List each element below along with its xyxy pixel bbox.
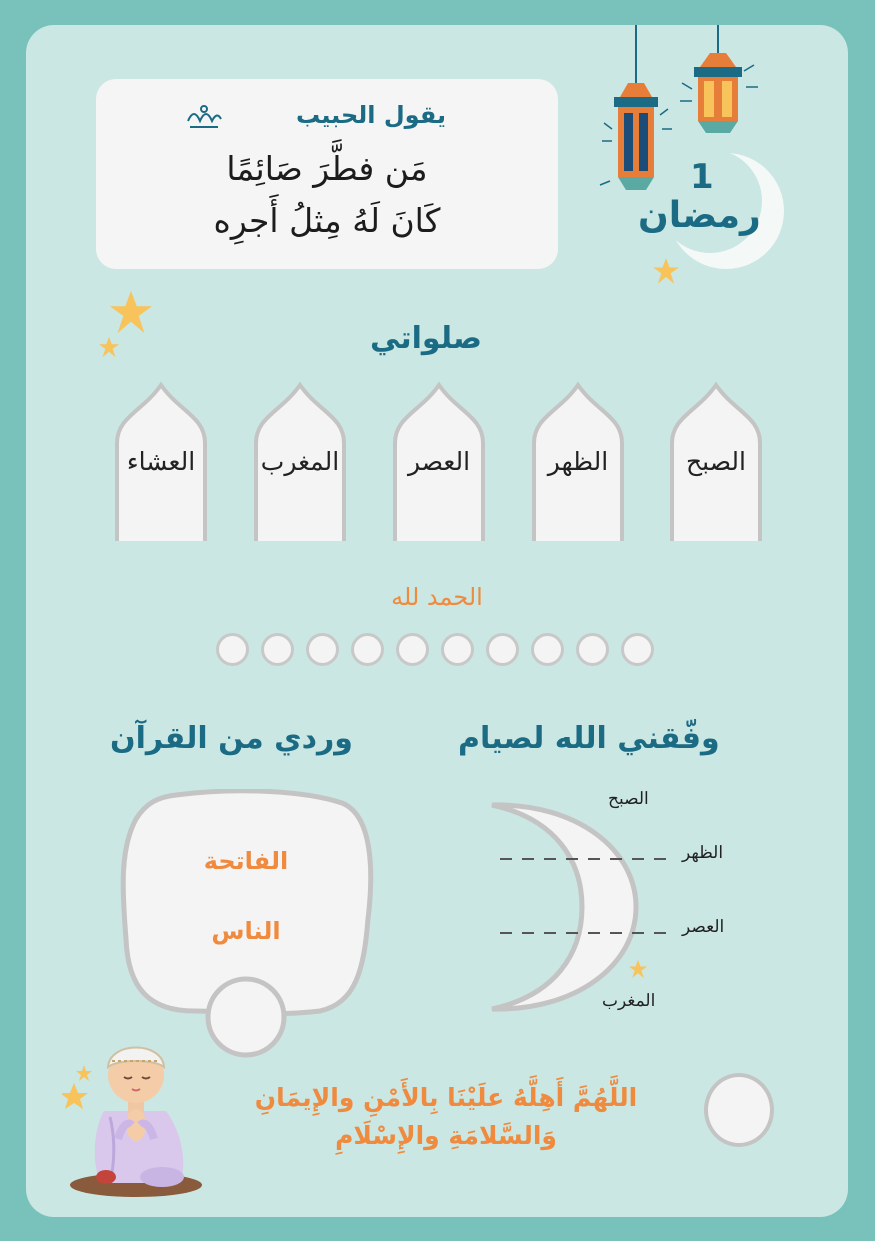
prayer-label: العصر (407, 447, 471, 476)
tasbih-bead[interactable] (531, 633, 564, 666)
prayer-arch-fajr[interactable] (668, 381, 764, 541)
fasting-label-maghrib: المغرب (602, 991, 656, 1011)
dua-line-2: وَالسَّلامَةِ والإِسْلَامِ (335, 1121, 557, 1150)
surah-item: الفاتحة (203, 847, 289, 875)
tasbih-bead[interactable] (306, 633, 339, 666)
prayer-arch-maghrib[interactable] (252, 381, 348, 541)
prayer-label: المغرب (260, 447, 340, 476)
fasting-title: وفّقني الله لصيام (458, 721, 720, 756)
prayer-arch-isha[interactable] (113, 381, 209, 541)
fasting-label-asr: العصر (682, 917, 725, 937)
ramadan-day-number: 1 (690, 157, 714, 197)
star-icon (628, 959, 648, 979)
tasbih-bead[interactable] (576, 633, 609, 666)
quran-title: وردي من القرآن (110, 721, 353, 756)
fasting-label-fajr: الصبح (608, 789, 649, 809)
hadith-line-1: مَن فطَّرَ صَائِمًا (226, 149, 428, 188)
hadith-card (96, 79, 558, 269)
tasbih-bead[interactable] (261, 633, 294, 666)
star-icon (98, 336, 120, 358)
star-icon (652, 257, 680, 285)
hadith-title: يقول الحبيب (295, 101, 446, 129)
tasbih-label: الحمد لله (391, 583, 483, 611)
tasbih-bead[interactable] (351, 633, 384, 666)
prayers-title: صلواتي (370, 321, 482, 356)
prayer-arch-dhuhr[interactable] (530, 381, 626, 541)
worksheet-page (26, 25, 848, 1217)
salawat-calligraphy-icon (184, 101, 224, 131)
hadith-line-2: كَانَ لَهُ مِثلُ أَجرِه (213, 201, 441, 240)
tasbih-bead[interactable] (396, 633, 429, 666)
fasting-dashed-lines (498, 853, 678, 937)
tasbih-bead[interactable] (621, 633, 654, 666)
prayer-arch-asr[interactable] (391, 381, 487, 541)
tasbih-bead[interactable] (441, 633, 474, 666)
prayer-label: العشاء (126, 447, 196, 476)
dua-check-circle[interactable] (704, 1073, 774, 1147)
fasting-label-dhuhr: الظهر (682, 843, 724, 863)
star-icon (108, 289, 154, 335)
prayer-label: الظهر (547, 447, 609, 476)
prayer-label: الصبح (686, 447, 746, 476)
dua-line-1: اللَّهُمَّ أَهِلَّهُ علَيْنَا بِالأَمْنِ والإِيمَانِ (254, 1083, 638, 1112)
tasbih-bead[interactable] (216, 633, 249, 666)
ramadan-label: رمضان (638, 195, 761, 236)
surah-item: الناس (211, 917, 281, 945)
tasbih-bead[interactable] (486, 633, 519, 666)
